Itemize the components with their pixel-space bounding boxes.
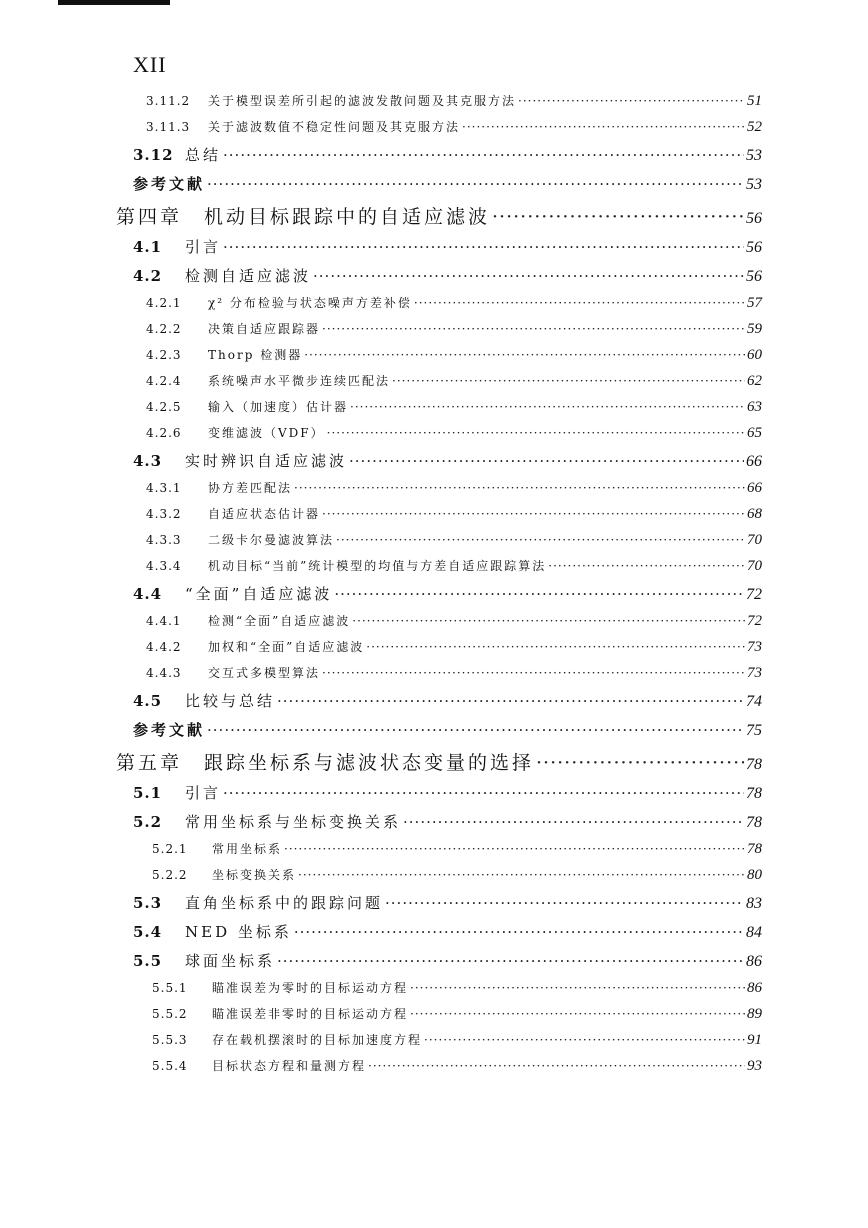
- entry-title: 变维滤波（VDF）: [208, 426, 325, 440]
- dot-leader: [518, 94, 745, 108]
- entry-title: 总结: [185, 146, 222, 164]
- entry-page: 56: [746, 268, 762, 285]
- toc-entry-4-2-1[interactable]: [146, 294, 762, 320]
- dot-leader: [207, 175, 744, 193]
- dot-leader: [392, 374, 745, 388]
- toc-chapter-4[interactable]: [116, 202, 762, 236]
- dot-leader: [368, 1059, 745, 1073]
- dot-leader: [349, 452, 744, 470]
- toc-entry-4-3-1[interactable]: [146, 479, 762, 505]
- entry-page: 70: [747, 532, 762, 548]
- toc-entry-5-4[interactable]: [133, 921, 762, 950]
- entry-page: 86: [747, 980, 762, 996]
- entry-number: 4.5: [133, 692, 163, 710]
- toc-entry-4-2-5[interactable]: [146, 398, 762, 424]
- dot-leader: [322, 322, 745, 336]
- dot-leader: [548, 559, 745, 573]
- dot-leader: [410, 1007, 745, 1021]
- entry-number: 4.3.4: [146, 559, 182, 573]
- entry-page: 83: [746, 895, 762, 912]
- entry-page: 73: [747, 665, 762, 681]
- toc-entry-4-5[interactable]: [133, 690, 762, 719]
- entry-number: 5.2.2: [152, 868, 188, 882]
- toc-entry-4-3-4[interactable]: [146, 557, 762, 583]
- entry-number: 3.12: [133, 146, 174, 164]
- entry-page: 57: [747, 295, 762, 311]
- entry-page: 86: [746, 953, 762, 970]
- toc-entry-5-5-2[interactable]: [152, 1005, 762, 1031]
- dot-leader: [304, 348, 745, 362]
- entry-page: 80: [747, 867, 762, 883]
- entry-title: 加权和“全面”自适应滤波: [208, 640, 365, 654]
- entry-title: χ² 分布检验与状态噪声方差补偿: [208, 296, 412, 310]
- toc-entry-4-3[interactable]: [133, 450, 762, 479]
- toc-entry-5-2-1[interactable]: [152, 840, 762, 866]
- toc-entry-4-4-3[interactable]: [146, 664, 762, 690]
- dot-leader: [536, 752, 744, 774]
- toc-entry-4-2-3[interactable]: [146, 346, 762, 372]
- dot-leader: [327, 426, 745, 440]
- toc-entry-5-5[interactable]: [133, 950, 762, 979]
- toc-entry-5-5-1[interactable]: [152, 979, 762, 1005]
- entry-page: 75: [746, 722, 762, 739]
- entry-title: 决策自适应跟踪器: [208, 322, 321, 336]
- entry-page: 53: [746, 147, 762, 164]
- entry-number: 5.5.3: [152, 1033, 188, 1047]
- entry-number: 5.5: [133, 952, 163, 970]
- dot-leader: [322, 507, 745, 521]
- entry-title: 常用坐标系: [212, 842, 283, 856]
- toc-entry-4-2-4[interactable]: [146, 372, 762, 398]
- entry-number: 4.2: [133, 267, 163, 285]
- entry-number: 4.4.2: [146, 640, 182, 654]
- entry-page: 84: [746, 924, 762, 941]
- top-rule: [58, 0, 170, 5]
- entry-number: 4.3: [133, 452, 163, 470]
- entry-page: 70: [747, 558, 762, 574]
- entry-page: 51: [747, 93, 762, 109]
- toc-chapter-5[interactable]: [116, 748, 762, 782]
- dot-leader: [223, 784, 744, 802]
- chapter-title: 第四章 机动目标跟踪中的自适应滤波: [116, 206, 491, 228]
- entry-number: 4.2.4: [146, 374, 182, 388]
- entry-page: 52: [747, 119, 762, 135]
- entry-page: 73: [747, 639, 762, 655]
- entry-title: NED 坐标系: [185, 923, 292, 941]
- entry-title: 瞄准误差为零时的目标运动方程: [212, 981, 409, 995]
- entry-title: 关于模型误差所引起的滤波发散问题及其克服方法: [208, 94, 517, 108]
- entry-title: 引言: [185, 238, 222, 256]
- entry-title: 系统噪声水平微步连续匹配法: [208, 374, 391, 388]
- entry-number: 4.3.1: [146, 481, 182, 495]
- dot-leader: [350, 400, 745, 414]
- entry-title: Thorp 检测器: [208, 348, 303, 362]
- entry-number: 4.1: [133, 238, 163, 256]
- entry-page: 63: [747, 399, 762, 415]
- dot-leader: [410, 981, 745, 995]
- dot-leader: [385, 894, 744, 912]
- entry-title: 瞄准误差非零时的目标运动方程: [212, 1007, 409, 1021]
- entry-page: 72: [747, 613, 762, 629]
- entry-title: “全面”自适应滤波: [185, 585, 333, 603]
- toc-entry-references-3[interactable]: [133, 173, 762, 202]
- entry-number: 5.5.2: [152, 1007, 188, 1021]
- toc-entry-4-4-2[interactable]: [146, 638, 762, 664]
- entry-title: 检测自适应滤波: [185, 267, 312, 285]
- entry-title: 自适应状态估计器: [208, 507, 321, 521]
- dot-leader: [322, 666, 745, 680]
- toc-entry-4-4[interactable]: [133, 583, 762, 612]
- entry-page: 93: [747, 1058, 762, 1074]
- toc-entry-5-3[interactable]: [133, 892, 762, 921]
- entry-title: 参考文献: [133, 175, 206, 193]
- dot-leader: [223, 146, 744, 164]
- entry-title: 直角坐标系中的跟踪问题: [185, 894, 384, 912]
- entry-page: 89: [747, 1006, 762, 1022]
- entry-page: 78: [747, 841, 762, 857]
- entry-number: 4.2.1: [146, 296, 182, 310]
- entry-page: 74: [746, 693, 762, 710]
- entry-page: 56: [746, 210, 762, 227]
- entry-title: 球面坐标系: [185, 952, 276, 970]
- entry-page: 78: [746, 814, 762, 831]
- entry-page: 78: [746, 756, 762, 773]
- toc-entry-3-11-3[interactable]: [146, 118, 762, 144]
- dot-leader: [492, 206, 744, 228]
- toc-entry-5-2-2[interactable]: [152, 866, 762, 892]
- entry-page: 66: [747, 480, 762, 496]
- entry-number: 5.3: [133, 894, 163, 912]
- entry-number: 3.11.2: [146, 94, 191, 108]
- dot-leader: [334, 585, 744, 603]
- entry-title: 交互式多模型算法: [208, 666, 321, 680]
- entry-number: 5.2: [133, 813, 163, 831]
- entry-number: 4.3.2: [146, 507, 182, 521]
- entry-title: 目标状态方程和量测方程: [212, 1059, 367, 1073]
- entry-title: 引言: [185, 784, 222, 802]
- toc-entry-4-1[interactable]: [133, 236, 762, 265]
- entry-title: 机动目标“当前”统计模型的均值与方差自适应跟踪算法: [208, 559, 547, 573]
- toc-entry-3-11-2[interactable]: [146, 92, 762, 118]
- toc-entry-5-5-4[interactable]: [152, 1057, 762, 1083]
- entry-number: 4.4: [133, 585, 163, 603]
- dot-leader: [313, 267, 744, 285]
- chapter-title: 第五章 跟踪坐标系与滤波状态变量的选择: [116, 752, 535, 774]
- toc-entry-4-2[interactable]: [133, 265, 762, 294]
- toc-entry-4-2-2[interactable]: [146, 320, 762, 346]
- entry-number: 4.2.6: [146, 426, 182, 440]
- entry-page: 53: [746, 176, 762, 193]
- page-number: XII: [133, 52, 167, 77]
- dot-leader: [207, 721, 744, 739]
- dot-leader: [424, 1033, 745, 1047]
- entry-title: 输入（加速度）估计器: [208, 400, 349, 414]
- dot-leader: [284, 842, 745, 856]
- entry-number: 5.4: [133, 923, 163, 941]
- entry-number: 5.1: [133, 784, 163, 802]
- toc-entry-5-1[interactable]: [133, 782, 762, 811]
- entry-title: 比较与总结: [185, 692, 276, 710]
- toc-entry-4-3-3[interactable]: [146, 531, 762, 557]
- dot-leader: [277, 692, 744, 710]
- entry-page: 60: [747, 347, 762, 363]
- entry-number: 4.2.3: [146, 348, 182, 362]
- entry-title: 坐标变换关系: [212, 868, 297, 882]
- entry-page: 56: [746, 239, 762, 256]
- dot-leader: [294, 481, 745, 495]
- dot-leader: [223, 238, 744, 256]
- entry-page: 68: [747, 506, 762, 522]
- dot-leader: [294, 923, 744, 941]
- toc-entry-4-2-6[interactable]: [146, 424, 762, 450]
- entry-number: 4.2.2: [146, 322, 182, 336]
- dot-leader: [298, 868, 745, 882]
- toc-entry-4-4-1[interactable]: [146, 612, 762, 638]
- table-of-contents: [0, 92, 868, 1083]
- entry-number: 4.4.1: [146, 614, 182, 628]
- entry-number: 5.5.4: [152, 1059, 188, 1073]
- entry-number: 4.2.5: [146, 400, 182, 414]
- entry-page: 59: [747, 321, 762, 337]
- entry-page: 66: [746, 453, 762, 470]
- dot-leader: [403, 813, 744, 831]
- entry-title: 协方差匹配法: [208, 481, 293, 495]
- entry-title: 实时辨识自适应滤波: [185, 452, 348, 470]
- toc-entry-4-3-2[interactable]: [146, 505, 762, 531]
- entry-page: 91: [747, 1032, 762, 1048]
- entry-title: 存在载机摆滚时的目标加速度方程: [212, 1033, 423, 1047]
- dot-leader: [366, 640, 745, 654]
- entry-number: 4.3.3: [146, 533, 182, 547]
- entry-title: 关于滤波数值不稳定性问题及其克服方法: [208, 120, 461, 134]
- entry-number: 4.4.3: [146, 666, 182, 680]
- entry-number: 5.5.1: [152, 981, 188, 995]
- toc-entry-5-5-3[interactable]: [152, 1031, 762, 1057]
- dot-leader: [336, 533, 745, 547]
- entry-number: 3.11.3: [146, 120, 191, 134]
- toc-entry-5-2[interactable]: [133, 811, 762, 840]
- entry-title: 常用坐标系与坐标变换关系: [185, 813, 402, 831]
- dot-leader: [352, 614, 745, 628]
- toc-entry-3-12[interactable]: [133, 144, 762, 173]
- entry-number: 5.2.1: [152, 842, 188, 856]
- entry-title: 参考文献: [133, 721, 206, 739]
- entry-page: 62: [747, 373, 762, 389]
- dot-leader: [462, 120, 745, 134]
- toc-entry-references-4[interactable]: [133, 719, 762, 748]
- dot-leader: [414, 296, 745, 310]
- entry-page: 65: [747, 425, 762, 441]
- entry-title: 检测“全面”自适应滤波: [208, 614, 351, 628]
- entry-title: 二级卡尔曼滤波算法: [208, 533, 335, 547]
- entry-page: 72: [746, 586, 762, 603]
- entry-page: 78: [746, 785, 762, 802]
- dot-leader: [277, 952, 744, 970]
